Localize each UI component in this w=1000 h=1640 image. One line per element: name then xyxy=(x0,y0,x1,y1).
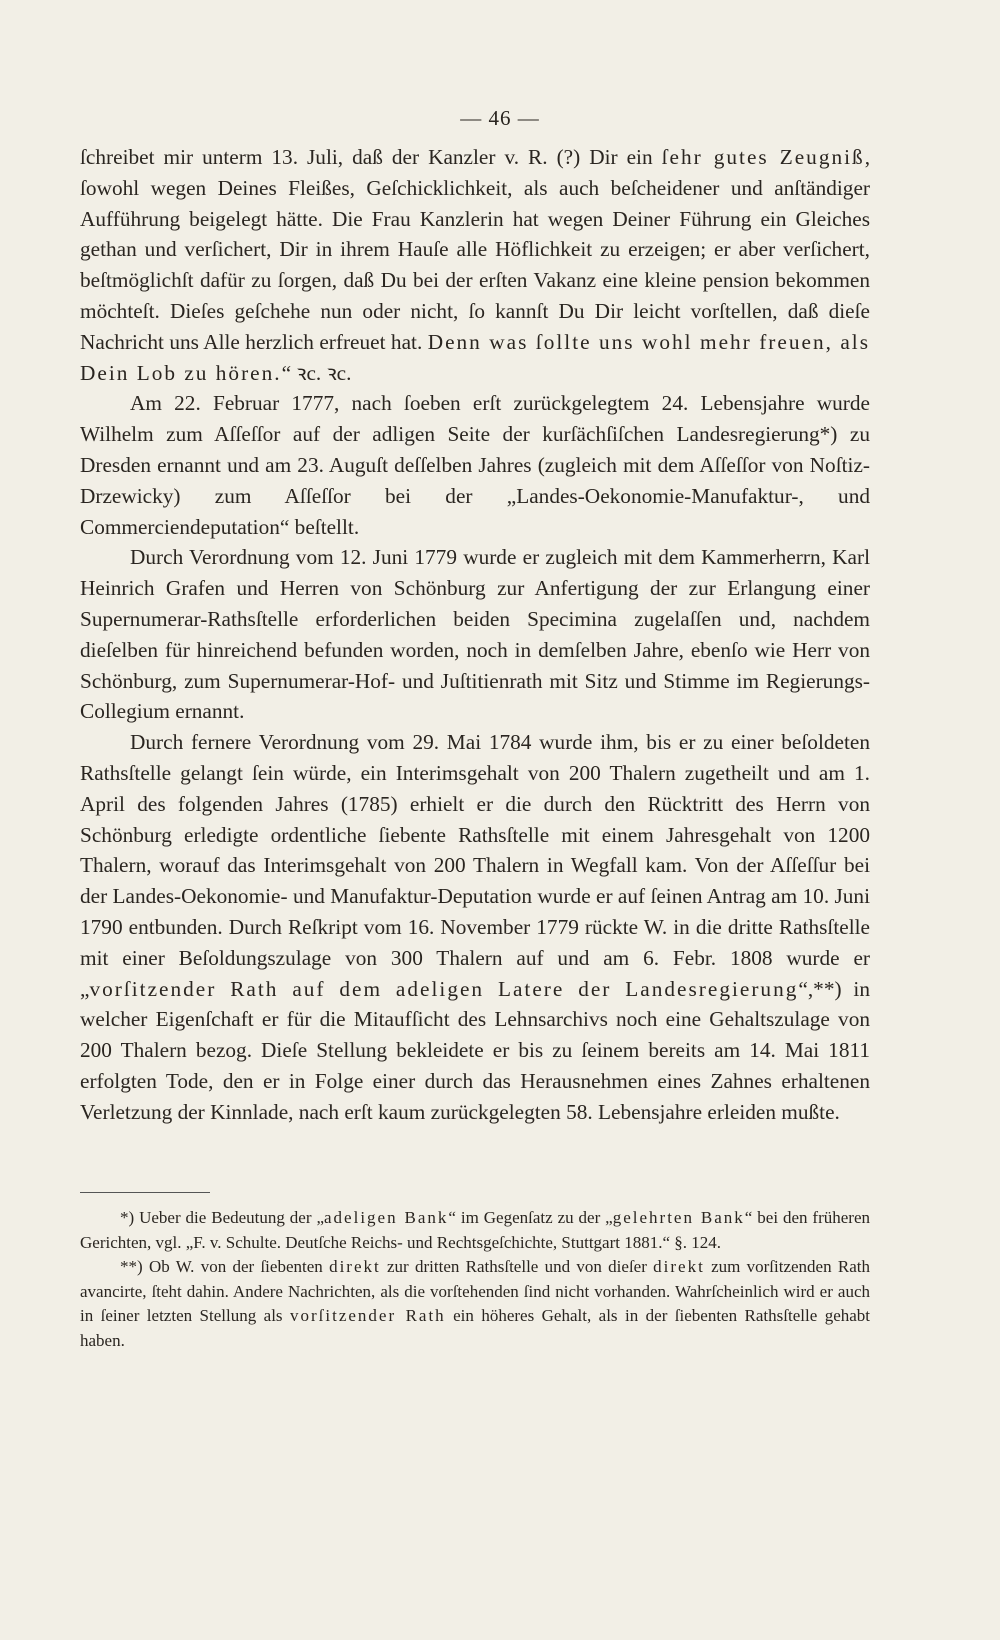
footnote-divider xyxy=(80,1192,210,1193)
text-run: Durch fernere Verordnung vom 29. Mai 1784 wurde ihm, bis er zu einer beſoldeten Rathsſtelle gelangt ſein würde, ein Interimsgehalt von 200 Thalern zugetheilt und am 1. April des folgenden Jahres (1785) erhielt er die durch den Rücktritt des Herrn von Schönburg erledigte ordentliche ſiebente Rathsſtelle mit einem Jahresgehalt von 1200 Thalern, worauf das Interimsgehalt von 200 Thalern in Wegfall kam. Von der Aſſeſſur bei der Landes-Oekonomie- und Manufaktur-Deputation wurde er auf ſeinen Antrag am 10. Juni 1790 entbunden. Durch Reſkript vom 16. November 1779 rückte W. in die dritte Rathsſtelle mit einer Beſoldungszulage von 300 Thalern auf und am 6. Febr. 1808 wurde er „ xyxy=(80,730,870,1001)
paragraph-4 xyxy=(80,727,870,1127)
spaced-text-run: gelehrten Bank xyxy=(612,1208,745,1227)
text-run: “ bei den früheren Gerichten, vgl. „F. v. Schulte. Deutſche Reichs- und Rechtsgeſchichte, Stuttgart 1881.“ §. 124. xyxy=(80,1208,871,1252)
text-run: “,**) in welcher Eigenſchaft er für die Mitaufſicht des Lehnsarchivs noch eine Gehaltszulage von 200 Thalern bezog. Dieſe Stellung bekleidete er bis zu ſeinem bereits am 14. Mai 1811 erfolgten Tode, den er in Folge einer durch das Herausnehmen eines Zahnes erhaltenen Verletzung der Kinnlade, nach erſt kaum zurückgelegten 58. Lebensjahre erleiden mußte. xyxy=(80,976,871,1124)
text-run: zum vorſitzenden Rath avancirte, ſteht dahin. Andere Nachrichten, als die vorſtehenden ſind nicht vorhanden. Wahrſcheinlich wird er auch in ſeiner letzten Stellung als xyxy=(80,1257,870,1326)
text-run: ſchreibet mir unterm 13. Juli, daß der Kanzler v. R. (?) Dir ein xyxy=(80,145,662,169)
text-run: zur dritten Rathsſtelle und von dieſer xyxy=(380,1257,654,1277)
text-run: ein höheres Gehalt, als in der ſiebenten Rathsſtelle gehabt haben. xyxy=(80,1306,871,1350)
main-text xyxy=(80,142,870,1128)
text-run: “ ꝛc. ꝛc. xyxy=(281,360,352,385)
footnote-1 xyxy=(80,1206,870,1255)
footnotes xyxy=(80,1206,870,1354)
spaced-text-run: Denn was ſollte uns wohl mehr freuen, als Dein Lob zu hören. xyxy=(80,329,870,385)
text-run: *) Ueber die Bedeutung der „ xyxy=(120,1208,324,1227)
spaced-text-run: vorſitzender Rath auf dem adeligen Latere der Landesregierung xyxy=(89,976,799,1001)
spaced-text-run: direkt xyxy=(329,1257,381,1277)
text-run: , ſowohl wegen Deines Fleißes, Geſchicklichkeit, als auch beſcheidener und anſtändiger Aufführung beigelegt hätte. Die Frau Kanzlerin hat wegen Deiner Führung ein Gleiches gethan und verſichert, Dir in ihrem Hauſe alle Höflichkeit zu erzeigen; er aber verſichert, beſtmöglichſt dafür zu ſorgen, daß Du bei der erſten Vakanz eine kleine pension bekommen möchteſt. Dieſes geſchehe nun oder nicht, ſo kannſt Du Dir leicht vorſtellen, daß dieſe Nachricht uns Alle herzlich erfreuet hat. xyxy=(80,145,871,354)
paragraph-3: Durch Verordnung vom 12. Juni 1779 wurde er zugleich mit dem Kammerherrn, Karl Heinrich Grafen und Herren von Schönburg zur Anfertigung der zur Erlangung einer Supernumerar-Rathsſtelle erforderlichen beiden Specimina zugelaſſen und, nachdem dieſelben für hinreichend befunden worden, noch in demſelben Jahre, ebenſo wie Herr von Schönburg, zum Supernumerar-Hof- und Juſtitienrath mit Sitz und Stimme im Regierungs-Collegium ernannt. xyxy=(80,545,870,724)
spaced-text-run: ſehr gutes Zeugniß xyxy=(661,145,865,169)
text-run: **) Ob W. von der ſiebenten xyxy=(120,1257,330,1277)
text-run: “ im Gegenſatz zu der „ xyxy=(448,1208,613,1227)
spaced-text-run: adeligen Bank xyxy=(324,1208,449,1227)
page-number: — 46 — xyxy=(460,106,540,130)
footnote-2 xyxy=(80,1255,870,1353)
paragraph-1 xyxy=(80,142,870,388)
paragraph-2: Am 22. Februar 1777, nach ſoeben erſt zurückgelegtem 24. Lebensjahre wurde Wilhelm zum Aſſeſſor auf der adligen Seite der kurſächſiſchen Landesregierung*) zu Dresden ernannt und am 23. Auguſt deſſelben Jahres (zugleich mit dem Aſſeſſor von Noſtiz-Drzewicky) zum Aſſeſſor bei der „Landes-Oekonomie-Manufaktur-, und Commerciendeputation“ beſtellt. xyxy=(80,391,870,539)
spaced-text-run: direkt xyxy=(653,1257,705,1277)
spaced-text-run: vorſitzender Rath xyxy=(290,1306,446,1326)
